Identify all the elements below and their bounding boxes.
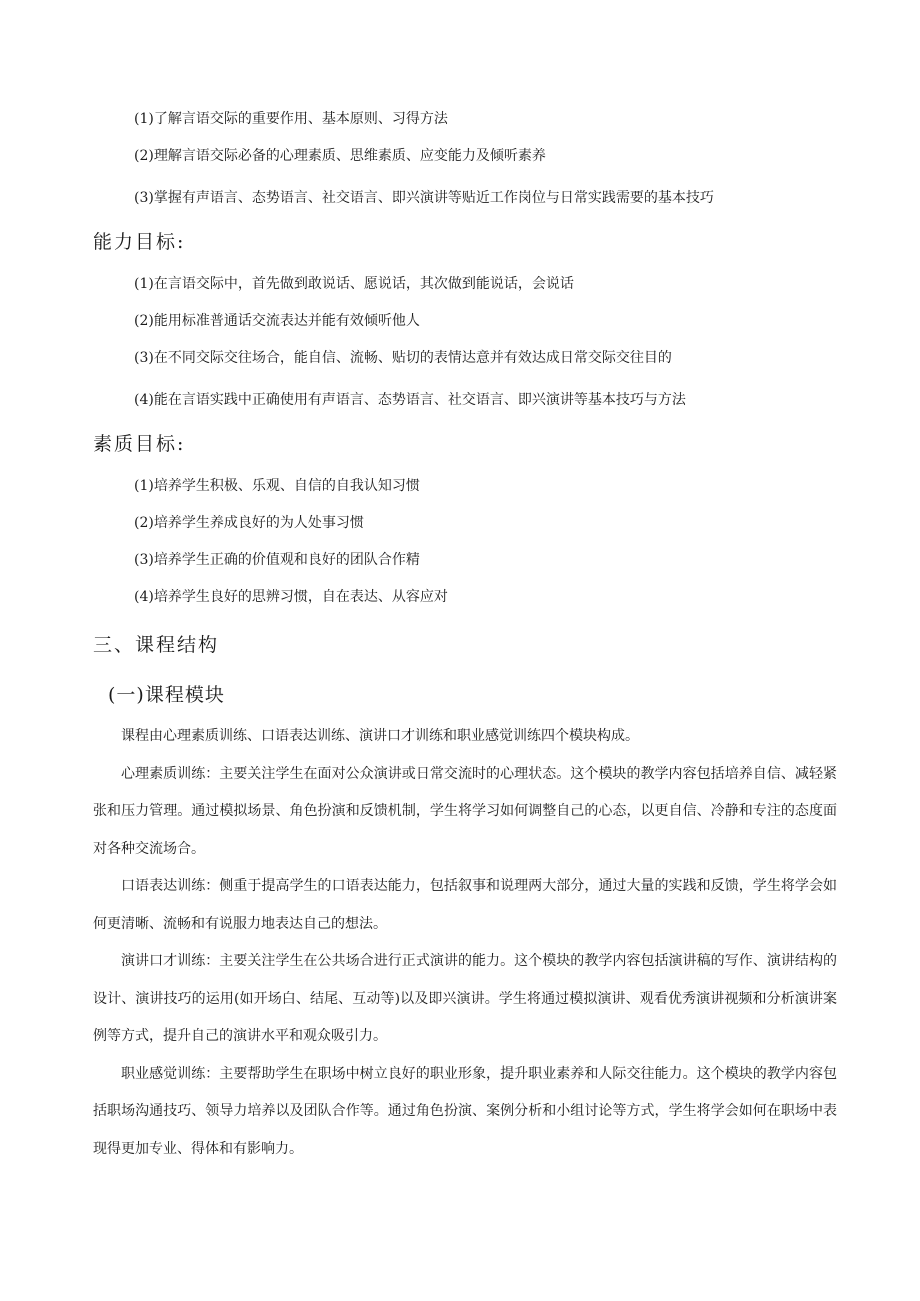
quality-item-3: (3)培养学生正确的价值观和良好的团队合作精 bbox=[134, 552, 420, 568]
ability-heading: 能力目标: bbox=[93, 231, 186, 253]
quality-item-4: (4)培养学生良好的思辨习惯，自在表达、从容应对 bbox=[134, 589, 448, 605]
ability-item-2: (2)能用标准普通话交流表达并能有效倾听他人 bbox=[134, 313, 420, 329]
section-heading: 三、课程结构 bbox=[93, 634, 220, 656]
ability-item-4: (4)能在言语实践中正确使用有声语言、态势语言、社交语言、即兴演讲等基本技巧与方法 bbox=[134, 392, 686, 408]
knowledge-item-1: (1)了解言语交际的重要作用、基本原则、习得方法 bbox=[134, 111, 448, 127]
paragraph-career: 职业感觉训练：主要帮助学生在职场中树立良好的职业形象，提升职业素养和人际交往能力。这个模块的教学内容包括职场沟通技巧、领导力培养以及团队合作等。通过角色扮演、案例分析和小组讨论等方式，学生将学会如何在职场中表现得更加专业、得体和有影响力。 bbox=[93, 1065, 837, 1157]
ability-item-3: (3)在不同交际交往场合，能自信、流畅、贴切的表情达意并有效达成日常交际交往目的 bbox=[134, 350, 672, 366]
knowledge-item-2: (2)理解言语交际必备的心理素质、思维素质、应变能力及倾听素养 bbox=[134, 148, 546, 164]
paragraph-intro: 课程由心理素质训练、口语表达训练、演讲口才训练和职业感觉训练四个模块构成。 bbox=[121, 728, 639, 744]
course-modules-body bbox=[93, 718, 837, 1168]
ability-item-1: (1)在言语交际中，首先做到敢说话、愿说话，其次做到能说话，会说话 bbox=[134, 276, 574, 292]
paragraph-psychology: 心理素质训练：主要关注学生在面对公众演讲或日常交流时的心理状态。这个模块的教学内容包括培养自信、减轻紧张和压力管理。通过模拟场景、角色扮演和反馈机制，学生将学习如何调整自己的心态，以更自信、冷静和专注的态度面对各种交流场合。 bbox=[93, 765, 837, 857]
quality-item-2: (2)培养学生养成良好的为人处事习惯 bbox=[134, 515, 364, 531]
paragraph-speech: 演讲口才训练：主要关注学生在公共场合进行正式演讲的能力。这个模块的教学内容包括演讲稿的写作、演讲结构的设计、演讲技巧的运用(如开场白、结尾、互动等)以及即兴演讲。学生将通过模拟演讲、观看优秀演讲视频和分析演讲案例等方式，提升自己的演讲水平和观众吸引力。 bbox=[93, 953, 837, 1044]
subsection-heading: (一)课程模块 bbox=[108, 684, 225, 706]
paragraph-oral: 口语表达训练：侧重于提高学生的口语表达能力，包括叙事和说理两大部分，通过大量的实践和反馈，学生将学会如何更清晰、流畅和有说服力地表达自己的想法。 bbox=[93, 878, 837, 932]
quality-heading: 素质目标: bbox=[93, 433, 186, 455]
quality-item-1: (1)培养学生积极、乐观、自信的自我认知习惯 bbox=[134, 478, 420, 494]
knowledge-item-3: (3)掌握有声语言、态势语言、社交语言、即兴演讲等贴近工作岗位与日常实践需要的基本技巧 bbox=[134, 190, 714, 206]
